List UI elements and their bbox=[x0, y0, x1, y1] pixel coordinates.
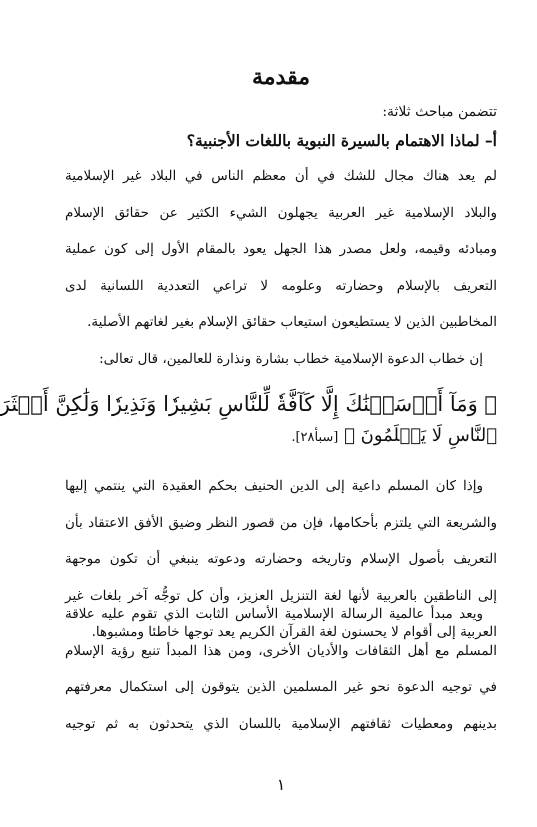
verse-reference: [سبأ٢٨]. bbox=[291, 430, 339, 445]
page-number: ١ bbox=[276, 775, 286, 794]
paragraph-line: بدينهم ومعطيات ثقافتهم الإسلامية باللسان الذي يتحدثون به ثم توجيه bbox=[65, 715, 497, 732]
paragraph-line: والبلاد الإسلامية غير العربية يجهلون الشيء الكثير عن حقائق الإسلام bbox=[65, 204, 497, 221]
paragraph-line: والشريعة التي يلتزم بأحكامها، فإن من قصور النظر وضيق الأفق الاعتقاد بأن bbox=[65, 514, 497, 531]
quran-verse-end bbox=[291, 425, 497, 446]
paragraph-line: المسلم مع أهل الثقافات والأديان الأخرى، ومن هذا المبدأ تنبع رؤية الإسلام bbox=[65, 642, 497, 659]
quran-verse-text: ٱلنَّاسِ لَا يَعۡلَمُونَ ﴾ bbox=[344, 425, 497, 446]
paragraph-line: ويعد مبدأ عالمية الرسالة الإسلامية الأساس الثابت الذي تقوم عليه علاقة bbox=[65, 606, 483, 622]
section-heading: أ– لماذا الاهتمام بالسيرة النبوية باللغات الأجنبية؟ bbox=[186, 131, 497, 150]
paragraph-line: لم يعد هناك مجال للشك في أن معظم الناس في البلاد غير الإسلامية bbox=[65, 168, 497, 184]
intro-line: تتضمن مباحث ثلاثة: bbox=[382, 104, 497, 120]
paragraph-line: إن خطاب الدعوة الإسلامية خطاب بشارة ونذارة للعالمين، قال تعالى: bbox=[99, 351, 483, 367]
page-title: مقدمة bbox=[251, 64, 311, 90]
paragraph-line: المخاطبين الذين لا يستطيعون استيعاب حقائق الإسلام بغير لغاتهم الأصلية. bbox=[87, 314, 497, 330]
paragraph-line: في توجيه الدعوة نحو غير المسلمين الذين يتوقون إلى استكمال معرفتهم bbox=[65, 679, 497, 695]
paragraph-line: إلى الناطقين بالعربية لأنها لغة التنزيل العزيز، وأن كل توجُّه آخر بلغات غير bbox=[65, 587, 497, 604]
paragraph-2 bbox=[65, 341, 497, 378]
paragraph-line: وإذا كان المسلم داعية إلى الدين الحنيف بحكم العقيدة التي ينتمي إليها bbox=[65, 478, 483, 494]
paragraph-1 bbox=[65, 158, 497, 341]
paragraph-line: ومبادئه وقيمه، ولعل مصدر هذا الجهل يعود بالمقام الأول إلى كون عملية bbox=[65, 241, 497, 257]
quran-verse-line: ﴿ وَمَآ أَرۡسَلۡنَٰكَ إِلَّا كَآفَّةٗ لِّلنَّاسِ بَشِيرٗا وَنَذِيرٗا وَلَٰكِنَّ أَكۡثَرَ bbox=[0, 392, 497, 416]
paragraph-line: العربية إلى أقوام لا يحسنون لغة القرآن الكريم يعد توجها خاطئا ومشبوها. bbox=[91, 624, 497, 640]
paragraph-line: التعريف بأصول الإسلام وتاريخه وحضارته ودعوته ينبغي أن تكون موجهة bbox=[65, 551, 497, 567]
paragraph-4 bbox=[65, 596, 497, 742]
paragraph-line: التعريف بالإسلام وحضارته وعلومه لا تراعي التعددية اللسانية لدى bbox=[65, 277, 497, 294]
